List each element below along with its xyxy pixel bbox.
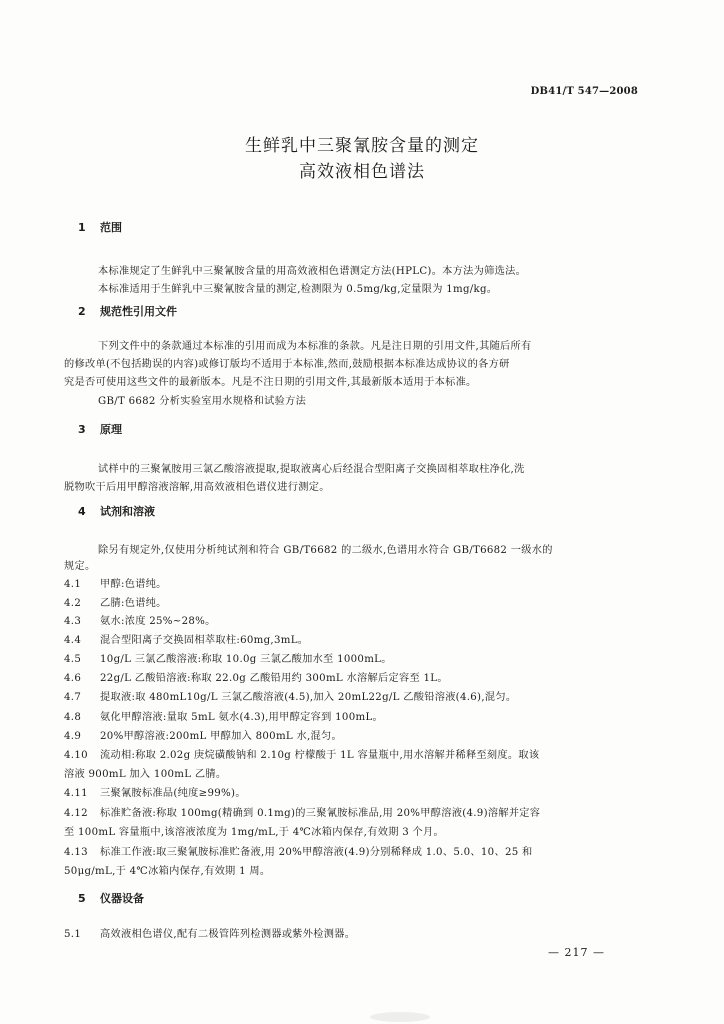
section-number: 4: [78, 505, 86, 518]
section-title: 原理: [100, 423, 122, 436]
item-continuation: 溶液 900mL 加入 100mL 乙腈。: [64, 769, 227, 780]
list-item: [64, 727, 342, 742]
list-item: [64, 612, 216, 627]
item-text: 22g/L 乙酸铅溶液:称取 22.0g 乙酸铅用约 300mL 水溶解后定容至 1L。: [100, 673, 448, 684]
list-item: [64, 688, 516, 703]
paragraph-line: 本标准适用于生鲜乳中三聚氰胺含量的测定,检测限为 0.5mg/kg,定量限为 1mg/kg。: [98, 284, 498, 295]
paragraph-line: 试样中的三聚氰胺用三氯乙酸溶液提取,提取液离心后经混合型阳离子交换固相萃取柱净化,洗: [98, 464, 525, 475]
section-title: 仪器设备: [100, 892, 144, 905]
item-text: 标准工作液:取三聚氰胺标准贮备液,用 20%甲醇溶液(4.9)分别稀释成 1.0、5.0、10、25 和: [100, 847, 533, 858]
item-number: 4.10: [64, 750, 88, 761]
standard-code: DB41/T 547—2008: [530, 86, 638, 97]
paragraph-line: 脱物吹干后用甲醇溶液溶解,用高效液相色谱仪进行测定。: [64, 482, 330, 493]
item-number: 4.1: [64, 579, 82, 590]
list-item: [64, 746, 539, 761]
paragraph-line: 下列文件中的条款通过本标准的引用而成为本标准的条款。凡是注日期的引用文件,其随后所有: [98, 341, 532, 352]
item-number: 4.12: [64, 808, 88, 819]
paragraph-line: 除另有规定外,仅使用分析纯试剂和符合 GB/T6682 的二级水,色谱用水符合 GB/T6682 一级水的: [98, 545, 553, 556]
item-text: 乙腈:色谱纯。: [100, 598, 167, 609]
list-item: [64, 631, 308, 646]
page-number: — 217 —: [548, 946, 605, 959]
section-number: 5: [78, 892, 86, 905]
item-number: 5.1: [64, 929, 82, 940]
item-number: 4.6: [64, 673, 82, 684]
item-number: 4.11: [64, 788, 88, 799]
section-3-heading: [78, 421, 122, 437]
item-text: 标准贮备液:称取 100mg(精确到 0.1mg)的三聚氰胺标准品,用 20%甲醇溶液(4.9)溶解并定容: [100, 808, 541, 819]
item-text: 高效液相色谱仪,配有二极管阵列检测器或紫外检测器。: [100, 929, 356, 940]
item-continuation: 50μg/mL,于 4℃冰箱内保存,有效期 1 周。: [64, 866, 271, 877]
item-number: 4.4: [64, 635, 82, 646]
item-text: 提取液:取 480mL10g/L 三氯乙酸溶液(4.5),加入 20mL22g/L 乙酸铅溶液(4.6),混匀。: [100, 692, 517, 703]
list-item: [64, 708, 383, 723]
list-item: [64, 594, 167, 609]
item-continuation: 至 100mL 容量瓶中,该溶液浓度为 1mg/mL,于 4℃冰箱内保存,有效期 3 个月。: [64, 827, 445, 838]
section-2-heading: [78, 303, 177, 319]
section-number: 3: [78, 423, 86, 436]
list-item: [64, 784, 246, 799]
item-text: 流动相:称取 2.02g 庚烷磺酸钠和 2.10g 柠檬酸于 1L 容量瓶中,用水溶解并稀释至刻度。取该: [100, 750, 540, 761]
section-number: 2: [78, 305, 86, 318]
item-text: 氨水:浓度 25%~28%。: [100, 616, 216, 627]
section-title: 范围: [100, 221, 122, 234]
list-item: [64, 650, 392, 665]
section-title: 规范性引用文件: [100, 305, 177, 318]
list-item: [64, 925, 355, 940]
list-item: [64, 804, 540, 819]
item-text: 混合型阳离子交换固相萃取柱:60mg,3mL。: [100, 635, 309, 646]
section-number: 1: [78, 221, 86, 234]
list-item: [64, 575, 167, 590]
item-text: 10g/L 三氯乙酸溶液:称取 10.0g 三氯乙酸加水至 1000mL。: [100, 654, 392, 665]
section-1-heading: [78, 219, 122, 235]
paragraph-line: 本标准规定了生鲜乳中三聚氰胺含量的用高效液相色谱测定方法(HPLC)。本方法为筛选法。: [98, 266, 527, 277]
item-text: 20%甲醇溶液:200mL 甲醇加入 800mL 水,混匀。: [100, 731, 343, 742]
paragraph-line: 的修改单(不包括勘误的内容)或修订版均不适用于本标准,然而,鼓励根据本标准达成协议的各方研: [64, 359, 510, 370]
paragraph-line: 规定。: [64, 561, 96, 572]
item-number: 4.2: [64, 598, 82, 609]
list-item: [64, 669, 448, 684]
paragraph-line: 究是否可使用这些文件的最新版本。凡是不注日期的引用文件,其最新版本适用于本标准。: [64, 377, 477, 388]
item-number: 4.13: [64, 847, 88, 858]
item-text: 三聚氰胺标准品(纯度≥99%)。: [100, 788, 246, 799]
document-title: 生鲜乳中三聚氰胺含量的测定: [245, 136, 479, 156]
document-subtitle: 高效液相色谱法: [299, 162, 425, 182]
item-number: 4.3: [64, 616, 82, 627]
item-number: 4.7: [64, 692, 82, 703]
item-number: 4.5: [64, 654, 82, 665]
normative-reference: GB/T 6682 分析实验室用水规格和试验方法: [98, 396, 307, 407]
item-number: 4.9: [64, 731, 82, 742]
section-title: 试剂和溶液: [100, 505, 155, 518]
scan-smudge: [370, 1012, 430, 1022]
section-5-heading: [78, 890, 144, 906]
item-number: 4.8: [64, 712, 82, 723]
list-item: [64, 843, 533, 858]
section-4-heading: [78, 503, 155, 519]
item-text: 氨化甲醇溶液:量取 5mL 氨水(4.3),用甲醇定容到 100mL。: [100, 712, 383, 723]
item-text: 甲醇:色谱纯。: [100, 579, 167, 590]
